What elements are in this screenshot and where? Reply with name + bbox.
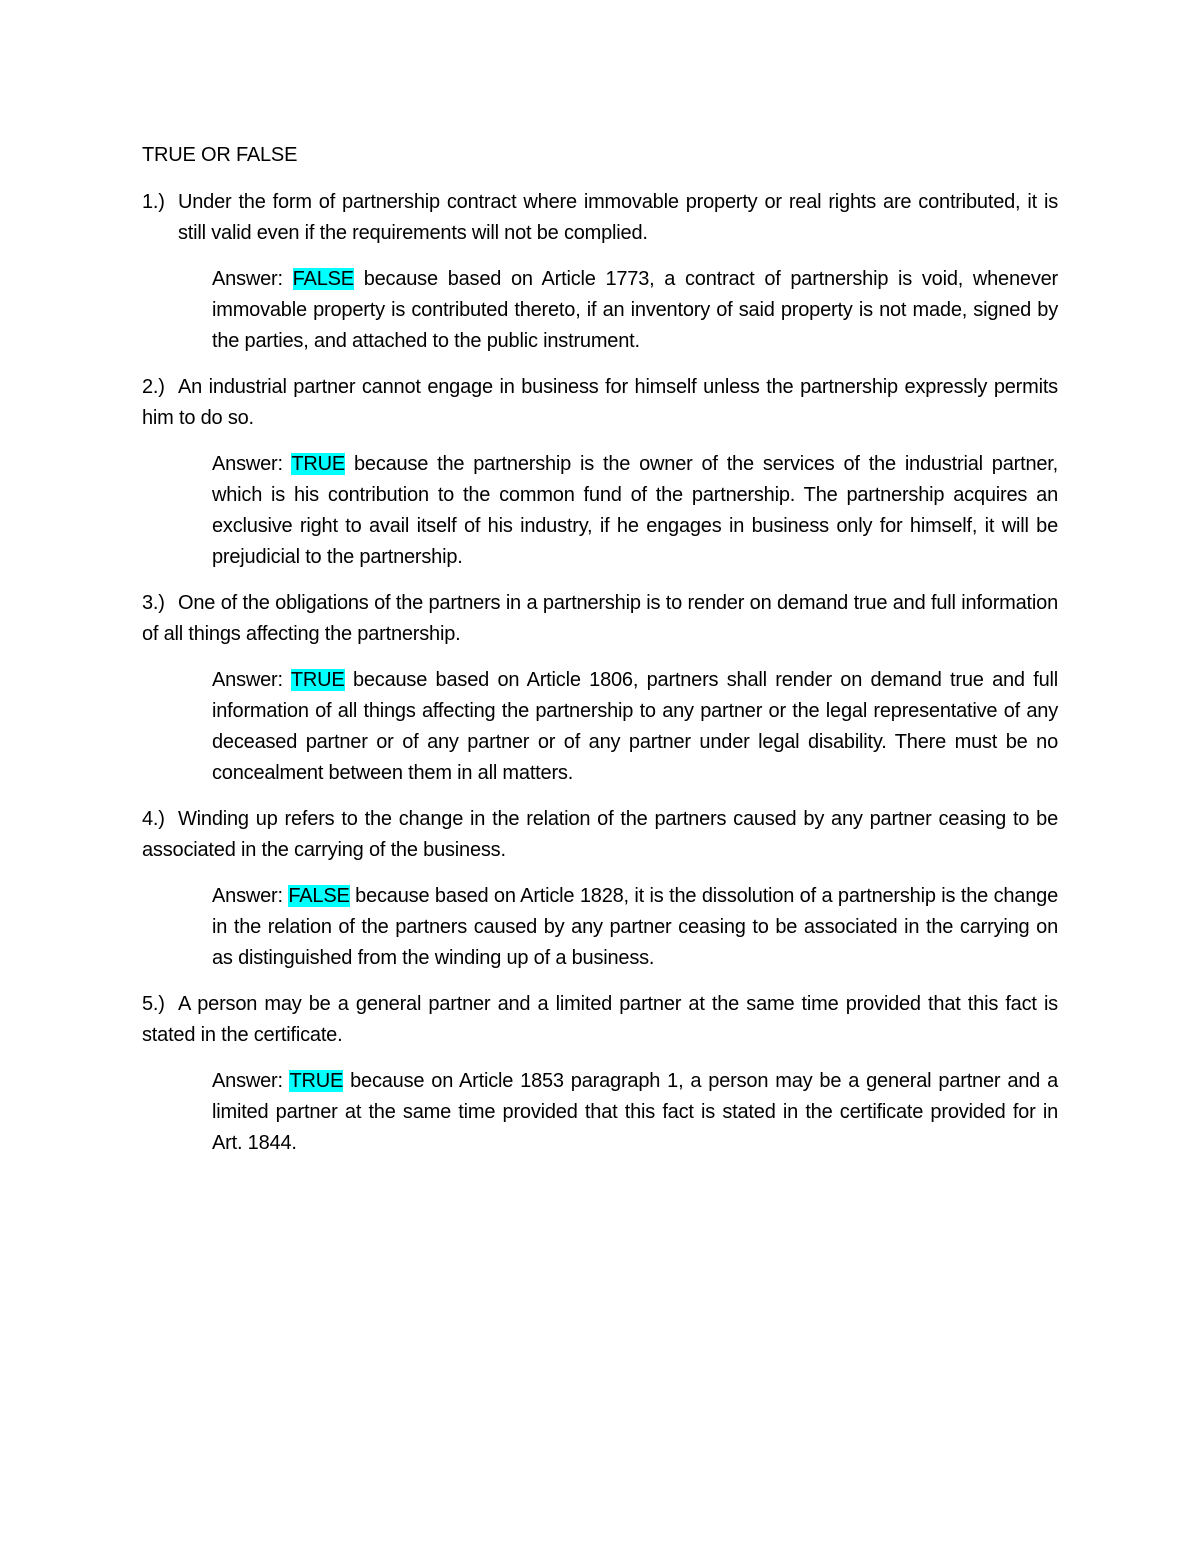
answer-label: Answer:: [212, 268, 293, 290]
answer-1: [142, 264, 1058, 357]
answer-label: Answer:: [212, 885, 289, 907]
answer-3: [142, 665, 1058, 789]
verdict-highlight: TRUE: [289, 1070, 344, 1092]
question-number: 3.): [142, 592, 165, 614]
answer-explanation: because based on Article 1806, partners shall render on demand true and full information of all things affecting the partnership to any partner or the legal representative of any deceased partner or of any partner or of any partner under legal disability. There must be no concealment between them in all matters.: [212, 669, 1059, 784]
verdict-highlight: TRUE: [291, 453, 346, 475]
question-number: 4.): [142, 808, 165, 830]
answer-label: Answer:: [212, 1070, 290, 1092]
question-text: One of the obligations of the partners in a partnership is to render on demand true and full information of all things affecting the partnership.: [142, 592, 1058, 645]
answer-5: [142, 1066, 1058, 1159]
verdict-highlight: FALSE: [292, 268, 354, 290]
question-text: A person may be a general partner and a limited partner at the same time provided that this fact is stated in the certificate.: [142, 993, 1058, 1046]
question-text: Under the form of partnership contract where immovable property or real rights are contributed, it is still valid even if the requirements will not be complied.: [178, 191, 1058, 244]
answer-label: Answer:: [212, 453, 292, 475]
answer-explanation: because based on Article 1773, a contract of partnership is void, whenever immovable property is contributed thereto, if an inventory of said property is not made, signed by the parties, and attached to the public instrument.: [212, 268, 1058, 352]
question-2: [142, 372, 1058, 434]
question-number: 1.): [142, 191, 165, 213]
answer-explanation: because the partnership is the owner of the services of the industrial partner, which is his contribution to the common fund of the partnership. The partnership acquires an exclusive right to avail itself of his industry, if he engages in business only for himself, it will be prejudicial to the partnership.: [212, 453, 1058, 568]
answer-label: Answer:: [212, 669, 291, 691]
question-4: [142, 804, 1058, 866]
question-1: [142, 187, 1058, 249]
question-number: 2.): [142, 376, 165, 398]
answer-2: [142, 449, 1058, 573]
verdict-highlight: FALSE: [288, 885, 350, 907]
document-title: TRUE OR FALSE: [142, 144, 298, 166]
question-text: An industrial partner cannot engage in business for himself unless the partnership expressly permits him to do so.: [142, 376, 1058, 429]
answer-explanation: because based on Article 1828, it is the dissolution of a partnership is the change in the relation of the partners caused by any partner ceasing to be associated in the carrying on as distinguished from the winding up of a business.: [212, 885, 1059, 969]
question-5: [142, 989, 1058, 1051]
answer-4: [142, 881, 1058, 974]
answer-explanation: because on Article 1853 paragraph 1, a person may be a general partner and a limited partner at the same time provided that this fact is stated in the certificate provided for in Art. 1844.: [212, 1070, 1059, 1154]
verdict-highlight: TRUE: [290, 669, 345, 691]
question-3: [142, 588, 1058, 650]
question-text: Winding up refers to the change in the relation of the partners caused by any partner ceasing to be associated in the carrying of the business.: [142, 808, 1058, 861]
document-page: [142, 140, 1058, 1174]
question-number: 5.): [142, 993, 165, 1015]
